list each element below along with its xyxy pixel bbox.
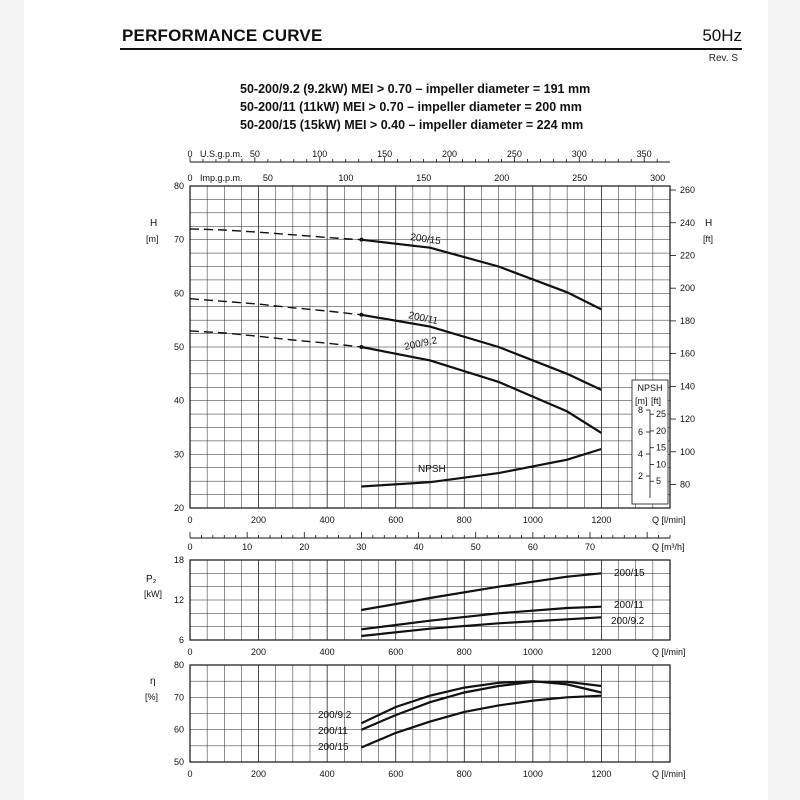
eff-x-tick-label: 1000 — [522, 769, 543, 779]
npsh-ft-tick-label: 10 — [656, 459, 667, 470]
eff-y-tick-label: 60 — [173, 724, 184, 735]
power-series-label-200-9.2: 200/9.2 — [611, 616, 645, 627]
head-x-label: Q [l/min] — [652, 515, 686, 525]
top-axis-impgpm-tick-label: 300 — [650, 173, 666, 183]
head-y-tick-label: 80 — [173, 181, 184, 191]
head-y2-tick-label: 220 — [680, 250, 696, 261]
head-x-tick-label: 400 — [319, 515, 335, 525]
power-x-tick-label: 200 — [251, 647, 267, 657]
top-axis-impgpm-tick-label: 0 — [187, 173, 193, 183]
m3h-tick-label: 0 — [187, 542, 193, 552]
eff-y-label: η — [150, 676, 156, 687]
npsh-axis-unit-ft: [ft] — [651, 396, 662, 406]
top-axis-usgpm-label: U.S.g.p.m. — [200, 149, 243, 159]
top-axis-impgpm-tick-label: 250 — [572, 173, 588, 183]
series-label-200-15: 200/15 — [409, 232, 442, 248]
power-x-tick-label: 600 — [388, 647, 404, 657]
m3h-tick-label: 20 — [299, 542, 310, 552]
head-y2-tick-label: 200 — [680, 283, 696, 294]
head-curve-start-marker — [359, 238, 363, 242]
top-axis-usgpm-tick-label: 50 — [249, 149, 260, 159]
m3h-tick-label: 30 — [356, 542, 367, 552]
top-axis-usgpm-tick-label: 250 — [506, 149, 522, 159]
eff-x-label: Q [l/min] — [652, 769, 686, 779]
head-curve-start-marker — [359, 313, 363, 317]
power-x-tick-label: 400 — [319, 647, 335, 657]
series-label-npsh: NPSH — [418, 464, 446, 475]
npsh-m-tick-label: 6 — [637, 427, 643, 437]
head-y2-tick-label: 100 — [680, 446, 696, 457]
head-x-tick-label: 1200 — [591, 515, 612, 525]
page-title: PERFORMANCE CURVE — [122, 26, 323, 45]
head-y2-tick-label: 240 — [680, 217, 696, 228]
eff-x-tick-label: 200 — [251, 769, 267, 779]
top-axis-impgpm-tick-label: 50 — [262, 173, 273, 183]
eff-x-tick-label: 1200 — [591, 769, 612, 779]
head-x-tick-label: 1000 — [522, 515, 543, 525]
series-label-200-11: 200/11 — [407, 310, 439, 328]
power-y-tick-label: 6 — [178, 635, 184, 645]
power-y-unit: [kW] — [144, 589, 162, 599]
head-x-tick-label: 800 — [456, 515, 472, 525]
power-x-tick-label: 1000 — [522, 647, 543, 657]
npsh-m-tick-label: 2 — [637, 471, 643, 481]
eff-y-unit: [%] — [145, 692, 159, 702]
head-y-tick-label: 30 — [173, 449, 184, 460]
eff-x-tick-label: 400 — [319, 769, 335, 779]
head-x-tick-label: 0 — [187, 515, 193, 525]
top-axis-usgpm-tick-label: 300 — [571, 149, 587, 159]
eff-x-tick-label: 600 — [388, 769, 404, 779]
head-y2-label: H — [705, 218, 713, 229]
power-series-label-200-15: 200/15 — [614, 568, 645, 579]
series-label-200-9.2: 200/9.2 — [403, 335, 439, 353]
npsh-ft-tick-label: 25 — [656, 409, 667, 420]
top-axis-impgpm-tick-label: 200 — [494, 173, 510, 183]
eff-y-tick-label: 50 — [173, 757, 184, 767]
top-axis-usgpm-tick-label: 0 — [187, 149, 193, 159]
top-axis-impgpm-label: Imp.g.p.m. — [200, 173, 243, 183]
top-axis-impgpm-tick-label: 150 — [416, 173, 432, 183]
head-y2-unit: [ft] — [703, 234, 714, 244]
revision-label: Rev. S — [708, 53, 738, 64]
eff-y-tick-label: 80 — [173, 660, 184, 670]
head-y-unit: [m] — [146, 234, 159, 244]
eff-y-tick-label: 70 — [173, 692, 184, 703]
power-x-tick-label: 0 — [187, 647, 193, 657]
top-axis-usgpm-tick-label: 100 — [312, 149, 328, 159]
eff-series-label-200-15: 200/15 — [318, 742, 349, 753]
head-curve-start-marker — [359, 345, 363, 349]
npsh-axis-unit-m: [m] — [635, 396, 648, 406]
head-y-tick-label: 50 — [173, 342, 184, 352]
model-line: 50-200/9.2 (9.2kW) MEI > 0.70 – impeller diameter = 191 mm — [240, 82, 591, 96]
m3h-tick-label: 50 — [470, 542, 481, 552]
top-axis-impgpm-tick-label: 100 — [338, 173, 354, 183]
head-x-tick-label: 600 — [388, 515, 404, 525]
eff-x-tick-label: 800 — [456, 769, 472, 779]
head-y-tick-label: 40 — [173, 395, 184, 406]
npsh-m-tick-label: 4 — [637, 449, 643, 459]
top-axis-usgpm-tick-label: 150 — [377, 149, 393, 159]
power-x-tick-label: 1200 — [591, 647, 612, 657]
head-y-label: H — [150, 218, 158, 229]
eff-series-label-200-11: 200/11 — [318, 726, 348, 737]
frequency-label: 50Hz — [702, 26, 742, 45]
head-y-tick-label: 70 — [173, 234, 184, 245]
eff-x-tick-label: 0 — [187, 769, 193, 779]
power-y-tick-label: 12 — [173, 595, 184, 605]
top-axis-usgpm-tick-label: 350 — [636, 149, 652, 159]
m3h-axis-label: Q [m³/h] — [652, 542, 685, 552]
head-y-tick-label: 60 — [173, 288, 184, 299]
top-axis-usgpm-tick-label: 200 — [442, 149, 458, 159]
model-line: 50-200/15 (15kW) MEI > 0.40 – impeller diameter = 224 mm — [240, 118, 584, 132]
head-y2-tick-label: 180 — [680, 315, 696, 326]
m3h-tick-label: 70 — [584, 542, 596, 552]
npsh-axis-label: NPSH — [637, 383, 663, 393]
power-x-label: Q [l/min] — [652, 647, 686, 657]
head-y2-tick-label: 80 — [680, 479, 691, 490]
head-y-tick-label: 20 — [173, 503, 184, 513]
npsh-m-tick-label: 8 — [637, 405, 643, 415]
npsh-ft-tick-label: 15 — [656, 442, 667, 453]
head-y2-tick-label: 140 — [680, 381, 696, 392]
power-y-label: P₂ — [146, 574, 157, 585]
head-y2-tick-label: 260 — [680, 185, 696, 196]
npsh-ft-tick-label: 20 — [656, 425, 667, 436]
power-y-tick-label: 18 — [173, 555, 184, 565]
m3h-tick-label: 60 — [527, 542, 538, 552]
head-y2-tick-label: 160 — [680, 348, 696, 359]
eff-series-label-200-9.2: 200/9.2 — [318, 710, 352, 721]
m3h-tick-label: 10 — [242, 542, 253, 552]
npsh-ft-tick-label: 5 — [656, 476, 662, 487]
head-x-tick-label: 200 — [251, 515, 267, 525]
head-y2-tick-label: 120 — [680, 414, 696, 425]
power-x-tick-label: 800 — [456, 647, 472, 657]
power-series-label-200-11: 200/11 — [614, 600, 644, 611]
m3h-tick-label: 40 — [413, 542, 424, 552]
model-line: 50-200/11 (11kW) MEI > 0.70 – impeller diameter = 200 mm — [240, 100, 582, 114]
